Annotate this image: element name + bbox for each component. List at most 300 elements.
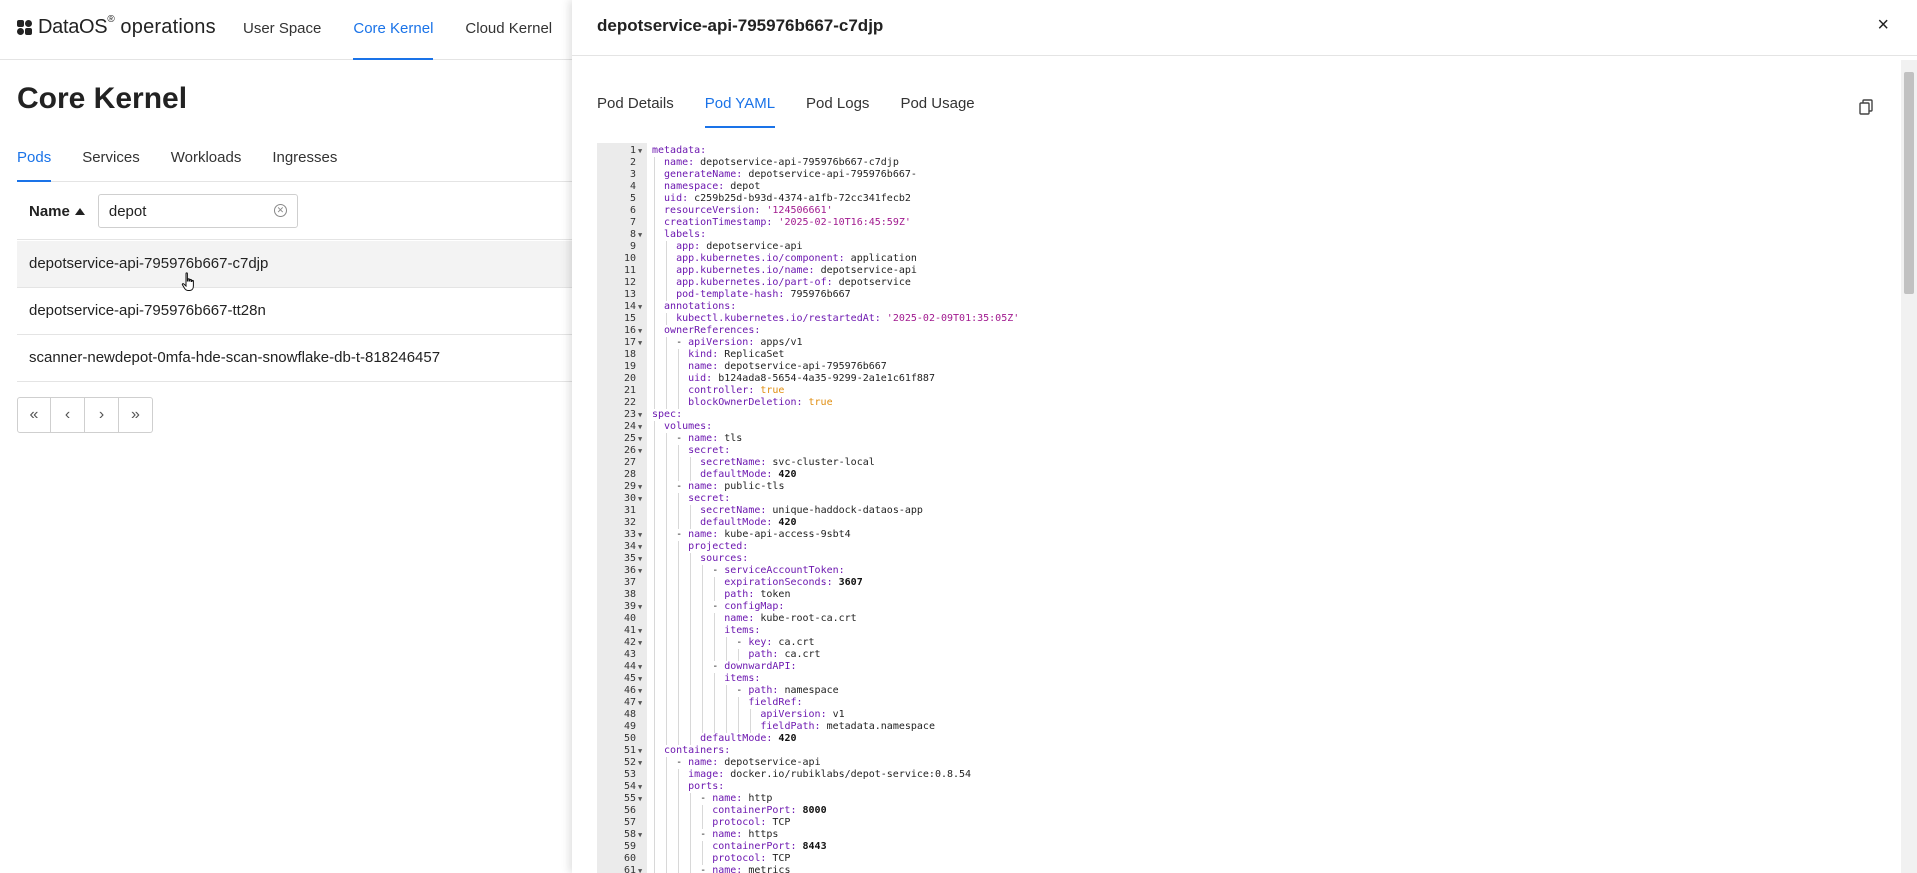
indent-guide: [714, 613, 715, 625]
indent-guide: [666, 649, 667, 661]
line-number: 30: [623, 493, 636, 504]
line-number: 13: [623, 289, 636, 300]
indent-guide: [654, 673, 655, 685]
fold-caret-icon[interactable]: ▼: [638, 867, 643, 873]
fold-caret-icon[interactable]: ▼: [638, 627, 643, 635]
first-page-button[interactable]: [17, 397, 51, 433]
fold-caret-icon[interactable]: ▼: [638, 567, 643, 575]
yaml-key: app:: [676, 241, 701, 252]
indent-guide: [654, 829, 655, 841]
table-row[interactable]: scanner-newdepot-0mfa-hde-scan-snowflake-db-t-818246457: [17, 335, 577, 382]
indent-guide: [678, 517, 679, 529]
indent-guide: [666, 637, 667, 649]
line-number: 43: [623, 649, 636, 660]
indent-guide: [654, 589, 655, 601]
indent-guide: [654, 613, 655, 625]
table-row[interactable]: depotservice-api-795976b667-c7djp: [17, 241, 577, 288]
indent-guide: [750, 709, 751, 721]
indent-guide: [654, 361, 655, 373]
yaml-code: - key: ca.crt: [736, 637, 815, 648]
yaml-code: [664, 421, 712, 433]
fold-caret-icon[interactable]: ▼: [638, 147, 643, 155]
yaml-code: [700, 469, 796, 481]
indent-guide: [690, 829, 691, 841]
indent-guide: [654, 505, 655, 517]
yaml-value: '2025-02-10T16:45:59Z': [772, 217, 911, 228]
yaml-key: expirationSeconds:: [724, 577, 833, 588]
yaml-code: [760, 709, 844, 721]
pod-detail-drawer: [572, 0, 1917, 873]
indent-guide: [738, 709, 739, 721]
fold-caret-icon[interactable]: ▼: [638, 531, 643, 539]
line-number: 61: [623, 865, 636, 873]
nav-cloud-kernel[interactable]: Cloud Kernel: [465, 20, 553, 37]
line-number: 6: [629, 205, 636, 216]
indent-guide: [654, 541, 655, 553]
line-number: 42: [623, 637, 636, 648]
fold-caret-icon[interactable]: ▼: [638, 747, 643, 755]
fold-caret-icon[interactable]: ▼: [638, 423, 643, 431]
indent-guide: [678, 709, 679, 721]
indent-guide: [666, 289, 667, 301]
indent-guide: [678, 457, 679, 469]
tab-pod-usage[interactable]: Pod Usage: [900, 95, 975, 112]
yaml-key: name:: [688, 529, 719, 540]
dataos-logo[interactable]: [17, 16, 216, 39]
yaml-code: [664, 205, 833, 217]
indent-guide: [702, 637, 703, 649]
tab-workloads[interactable]: Workloads: [170, 149, 242, 166]
yaml-value: depotservice: [832, 277, 911, 288]
indent-guide: [714, 649, 715, 661]
indent-guide: [654, 469, 655, 481]
fold-caret-icon[interactable]: ▼: [638, 303, 643, 311]
indent-guide: [690, 853, 691, 865]
line-number: 48: [623, 709, 636, 720]
fold-caret-icon[interactable]: ▼: [638, 327, 643, 335]
line-number: 37: [623, 577, 636, 588]
yaml-code: [700, 457, 875, 469]
indent-guide: [714, 721, 715, 733]
fold-caret-icon[interactable]: ▼: [638, 603, 643, 611]
yaml-code: [712, 841, 826, 853]
line-number: 54: [623, 781, 636, 792]
yaml-code: [664, 229, 706, 241]
indent-guide: [666, 601, 667, 613]
indent-guide: [690, 817, 691, 829]
line-number: 44: [623, 661, 636, 672]
indent-guide: [702, 685, 703, 697]
line-number: 38: [623, 589, 636, 600]
fold-caret-icon[interactable]: ▼: [638, 675, 643, 683]
indent-guide: [666, 505, 667, 517]
yaml-key: downwardAPI:: [724, 661, 797, 672]
drawer-title: depotservice-api-795976b667-c7djp: [597, 16, 884, 35]
indent-guide: [678, 661, 679, 673]
indent-guide: [690, 553, 691, 565]
yaml-value: namespace: [778, 685, 839, 696]
indent-guide: [666, 457, 667, 469]
indent-guide: [690, 697, 691, 709]
name-column-header[interactable]: [29, 203, 85, 220]
indent-guide: [666, 541, 667, 553]
fold-caret-icon[interactable]: ▼: [638, 831, 643, 839]
indent-guide: [666, 469, 667, 481]
indent-guide: [666, 277, 667, 289]
yaml-code: [676, 289, 851, 301]
indent-guide: [666, 781, 667, 793]
fold-caret-icon[interactable]: ▼: [638, 339, 643, 347]
yaml-key: path:: [748, 649, 779, 660]
indent-guide: [666, 697, 667, 709]
yaml-key: kubectl.kubernetes.io/restartedAt:: [676, 313, 881, 324]
yaml-value: metadata.namespace: [820, 721, 935, 732]
chevron-right-icon: ›: [98, 406, 105, 423]
yaml-code: [700, 733, 796, 745]
fold-caret-icon[interactable]: ▼: [638, 495, 643, 503]
line-number: 60: [623, 853, 636, 864]
fold-caret-icon[interactable]: ▼: [638, 795, 643, 803]
fold-caret-icon[interactable]: ▼: [638, 687, 643, 695]
yaml-value: public-tls: [718, 481, 785, 492]
fold-caret-icon[interactable]: ▼: [638, 699, 643, 707]
tab-pod-details[interactable]: Pod Details: [597, 95, 674, 112]
indent-guide: [714, 577, 715, 589]
table-row[interactable]: depotservice-api-795976b667-tt28n: [17, 288, 577, 335]
yaml-key: name:: [688, 481, 719, 492]
line-number: 26: [623, 445, 636, 456]
yaml-code: [700, 505, 923, 517]
indent-guide: [690, 661, 691, 673]
indent-guide: [654, 481, 655, 493]
yaml-key: blockOwnerDeletion:: [688, 397, 803, 408]
yaml-key: secret:: [688, 493, 731, 504]
indent-guide: [666, 769, 667, 781]
yaml-value: apps/v1: [754, 337, 803, 348]
indent-guide: [654, 277, 655, 289]
yaml-key: name:: [688, 757, 719, 768]
pod-list: [17, 241, 577, 382]
indent-guide: [678, 505, 679, 517]
yaml-code: [700, 553, 748, 565]
indent-guide: [714, 685, 715, 697]
tab-pods[interactable]: Pods: [17, 138, 51, 182]
fold-caret-icon[interactable]: ▼: [638, 783, 643, 791]
yaml-code: [688, 397, 833, 409]
indent-guide: [654, 745, 655, 757]
line-number: 25: [623, 433, 636, 444]
indent-guide: [726, 721, 727, 733]
line-number: 10: [623, 253, 636, 264]
indent-guide: [654, 817, 655, 829]
tab-pod-logs[interactable]: Pod Logs: [806, 95, 870, 112]
nav-user-space[interactable]: User Space: [243, 20, 322, 37]
indent-guide: [654, 805, 655, 817]
line-number: 21: [623, 385, 636, 396]
yaml-value: 420: [772, 733, 797, 744]
indent-guide: [690, 805, 691, 817]
yaml-key: ports:: [688, 781, 725, 792]
yaml-value: docker.io/rubiklabs/depot-service:0.8.54: [724, 769, 972, 780]
indent-guide: [678, 493, 679, 505]
yaml-value: ca.crt: [778, 649, 821, 660]
indent-guide: [690, 601, 691, 613]
yaml-key: app.kubernetes.io/component:: [676, 253, 845, 264]
yaml-value: true: [754, 385, 785, 396]
indent-guide: [726, 697, 727, 709]
yaml-key: generateName:: [664, 169, 743, 180]
drawer-tabs: [597, 84, 1006, 128]
indent-guide: [666, 709, 667, 721]
indent-guide: [714, 709, 715, 721]
clear-icon[interactable]: ✕: [274, 204, 287, 217]
yaml-code: [760, 721, 935, 733]
next-page-button[interactable]: [85, 397, 119, 433]
indent-guide: [726, 649, 727, 661]
yaml-key: secretName:: [700, 505, 767, 516]
yaml-key: secretName:: [700, 457, 767, 468]
indent-guide: [654, 793, 655, 805]
yaml-key: key:: [748, 637, 773, 648]
indent-guide: [654, 709, 655, 721]
line-number: 28: [623, 469, 636, 480]
indent-guide: [666, 613, 667, 625]
indent-guide: [654, 181, 655, 193]
line-number: 31: [623, 505, 636, 516]
indent-guide: [666, 349, 667, 361]
indent-guide: [654, 661, 655, 673]
indent-guide: [690, 469, 691, 481]
line-number: 58: [623, 829, 636, 840]
yaml-code: [664, 745, 730, 757]
search-input[interactable]: [99, 195, 269, 227]
drawer-header: [572, 0, 1917, 56]
yaml-key: name:: [712, 793, 743, 804]
indent-guide: [666, 841, 667, 853]
indent-guide: [690, 793, 691, 805]
indent-guide: [690, 685, 691, 697]
indent-guide: [678, 685, 679, 697]
yaml-value: 8443: [796, 841, 827, 852]
line-number: 12: [623, 277, 636, 288]
line-number: 45: [623, 673, 636, 684]
indent-guide: [666, 865, 667, 873]
scrollbar-thumb[interactable]: [1904, 72, 1914, 294]
indent-guide: [690, 613, 691, 625]
indent-guide: [714, 637, 715, 649]
line-number: 29: [623, 481, 636, 492]
drawer-scrollbar[interactable]: [1901, 60, 1917, 873]
yaml-key: fieldRef:: [748, 697, 803, 708]
yaml-value: depotservice-api-795976b667: [718, 361, 887, 372]
indent-guide: [654, 577, 655, 589]
fold-caret-icon[interactable]: ▼: [638, 639, 643, 647]
yaml-key: serviceAccountToken:: [724, 565, 845, 576]
indent-guide: [678, 841, 679, 853]
indent-guide: [666, 565, 667, 577]
line-number: 55: [623, 793, 636, 804]
indent-guide: [702, 853, 703, 865]
yaml-value: application: [844, 253, 917, 264]
tab-services[interactable]: Services: [82, 149, 140, 166]
logo-suffix: operations: [120, 16, 216, 38]
indent-guide: [726, 709, 727, 721]
page-title: Core Kernel: [17, 82, 188, 115]
hand-cursor-icon: [181, 272, 197, 292]
yaml-code: [724, 589, 790, 601]
fold-caret-icon[interactable]: ▼: [638, 411, 643, 419]
yaml-key: labels:: [664, 229, 707, 240]
yaml-code: - name: metrics: [700, 865, 790, 873]
indent-guide: [690, 457, 691, 469]
yaml-code: [664, 157, 899, 169]
yaml-editor[interactable]: [597, 143, 1879, 873]
fold-caret-icon[interactable]: ▼: [638, 543, 643, 551]
indent-guide: [690, 649, 691, 661]
indent-guide: [666, 481, 667, 493]
line-number: 33: [623, 529, 636, 540]
yaml-key: namespace:: [664, 181, 725, 192]
line-number: 46: [623, 685, 636, 696]
line-number: 18: [623, 349, 636, 360]
indent-guide: [666, 661, 667, 673]
yaml-key: name:: [712, 865, 743, 873]
indent-guide: [654, 229, 655, 241]
yaml-key: sources:: [700, 553, 749, 564]
fold-caret-icon[interactable]: ▼: [638, 447, 643, 455]
indent-guide: [666, 673, 667, 685]
yaml-key: name:: [724, 613, 755, 624]
indent-guide: [678, 721, 679, 733]
indent-guide: [726, 637, 727, 649]
yaml-key: ownerReferences:: [664, 325, 761, 336]
indent-guide: [666, 493, 667, 505]
indent-guide: [654, 265, 655, 277]
indent-guide: [678, 793, 679, 805]
yaml-code: - name: http: [700, 793, 773, 804]
indent-guide: [666, 529, 667, 541]
yaml-key: uid:: [688, 373, 713, 384]
double-chevron-right-icon: »: [131, 406, 140, 423]
indent-guide: [678, 781, 679, 793]
yaml-value: ReplicaSet: [718, 349, 785, 360]
nav-core-kernel[interactable]: Core Kernel: [353, 0, 433, 60]
fold-caret-icon[interactable]: ▼: [638, 483, 643, 491]
fold-caret-icon[interactable]: ▼: [638, 435, 643, 443]
yaml-code: [724, 613, 856, 625]
yaml-code: [664, 193, 911, 205]
yaml-value: http: [742, 793, 773, 804]
yaml-key: spec:: [652, 409, 683, 420]
indent-guide: [678, 469, 679, 481]
fold-caret-icon[interactable]: ▼: [638, 231, 643, 239]
line-number: 50: [623, 733, 636, 744]
indent-guide: [654, 421, 655, 433]
yaml-code: - name: depotservice-api: [676, 757, 821, 768]
previous-page-button[interactable]: [51, 397, 85, 433]
indent-guide: [654, 865, 655, 873]
yaml-value: depotservice-api: [718, 757, 821, 768]
indent-guide: [666, 253, 667, 265]
close-icon[interactable]: ×: [1877, 14, 1889, 36]
line-number: 41: [623, 625, 636, 636]
indent-guide: [678, 817, 679, 829]
fold-caret-icon[interactable]: ▼: [638, 759, 643, 767]
indent-guide: [654, 553, 655, 565]
yaml-code: [676, 265, 917, 277]
yaml-code: [724, 673, 760, 685]
copy-icon[interactable]: [1859, 99, 1873, 115]
yaml-code: [664, 325, 760, 337]
line-number: 49: [623, 721, 636, 732]
yaml-code: [712, 817, 790, 829]
yaml-code: [688, 361, 887, 373]
indent-guide: [654, 517, 655, 529]
yaml-key: projected:: [688, 541, 749, 552]
tab-ingresses[interactable]: Ingresses: [272, 149, 338, 166]
fold-caret-icon[interactable]: ▼: [638, 555, 643, 563]
indent-guide: [714, 625, 715, 637]
indent-guide: [690, 673, 691, 685]
line-number: 34: [623, 541, 636, 552]
line-number: 16: [623, 325, 636, 336]
indent-guide: [678, 805, 679, 817]
indent-guide: [690, 565, 691, 577]
yaml-value: depotservice-api: [814, 265, 917, 276]
last-page-button[interactable]: [119, 397, 153, 433]
yaml-key: resourceVersion:: [664, 205, 761, 216]
indent-guide: [702, 673, 703, 685]
indent-guide: [690, 625, 691, 637]
indent-guide: [654, 757, 655, 769]
indent-guide: [654, 601, 655, 613]
tab-pod-yaml[interactable]: Pod YAML: [705, 84, 775, 128]
yaml-value: 795976b667: [784, 289, 851, 300]
yaml-value: true: [802, 397, 833, 408]
yaml-code: - apiVersion: apps/v1: [676, 337, 803, 348]
indent-guide: [678, 385, 679, 397]
indent-guide: [654, 445, 655, 457]
indent-guide: [666, 361, 667, 373]
indent-guide: [702, 817, 703, 829]
indent-guide: [654, 769, 655, 781]
yaml-value: token: [754, 589, 791, 600]
line-number: 32: [623, 517, 636, 528]
indent-guide: [702, 613, 703, 625]
line-number: 9: [629, 241, 636, 252]
indent-guide: [654, 253, 655, 265]
indent-guide: [654, 433, 655, 445]
indent-guide: [654, 841, 655, 853]
yaml-key: uid:: [664, 193, 689, 204]
yaml-value: TCP: [766, 817, 791, 828]
yaml-code: [676, 241, 802, 253]
yaml-code: [652, 145, 706, 157]
fold-caret-icon[interactable]: ▼: [638, 663, 643, 671]
indent-guide: [678, 697, 679, 709]
indent-guide: [702, 841, 703, 853]
line-number: 7: [629, 217, 636, 228]
yaml-code: [724, 577, 862, 589]
indent-guide: [654, 685, 655, 697]
indent-guide: [654, 157, 655, 169]
indent-guide: [654, 337, 655, 349]
sort-ascending-icon: [75, 208, 85, 215]
indent-guide: [654, 637, 655, 649]
yaml-code: [688, 493, 730, 505]
yaml-key: kind:: [688, 349, 719, 360]
indent-guide: [654, 697, 655, 709]
